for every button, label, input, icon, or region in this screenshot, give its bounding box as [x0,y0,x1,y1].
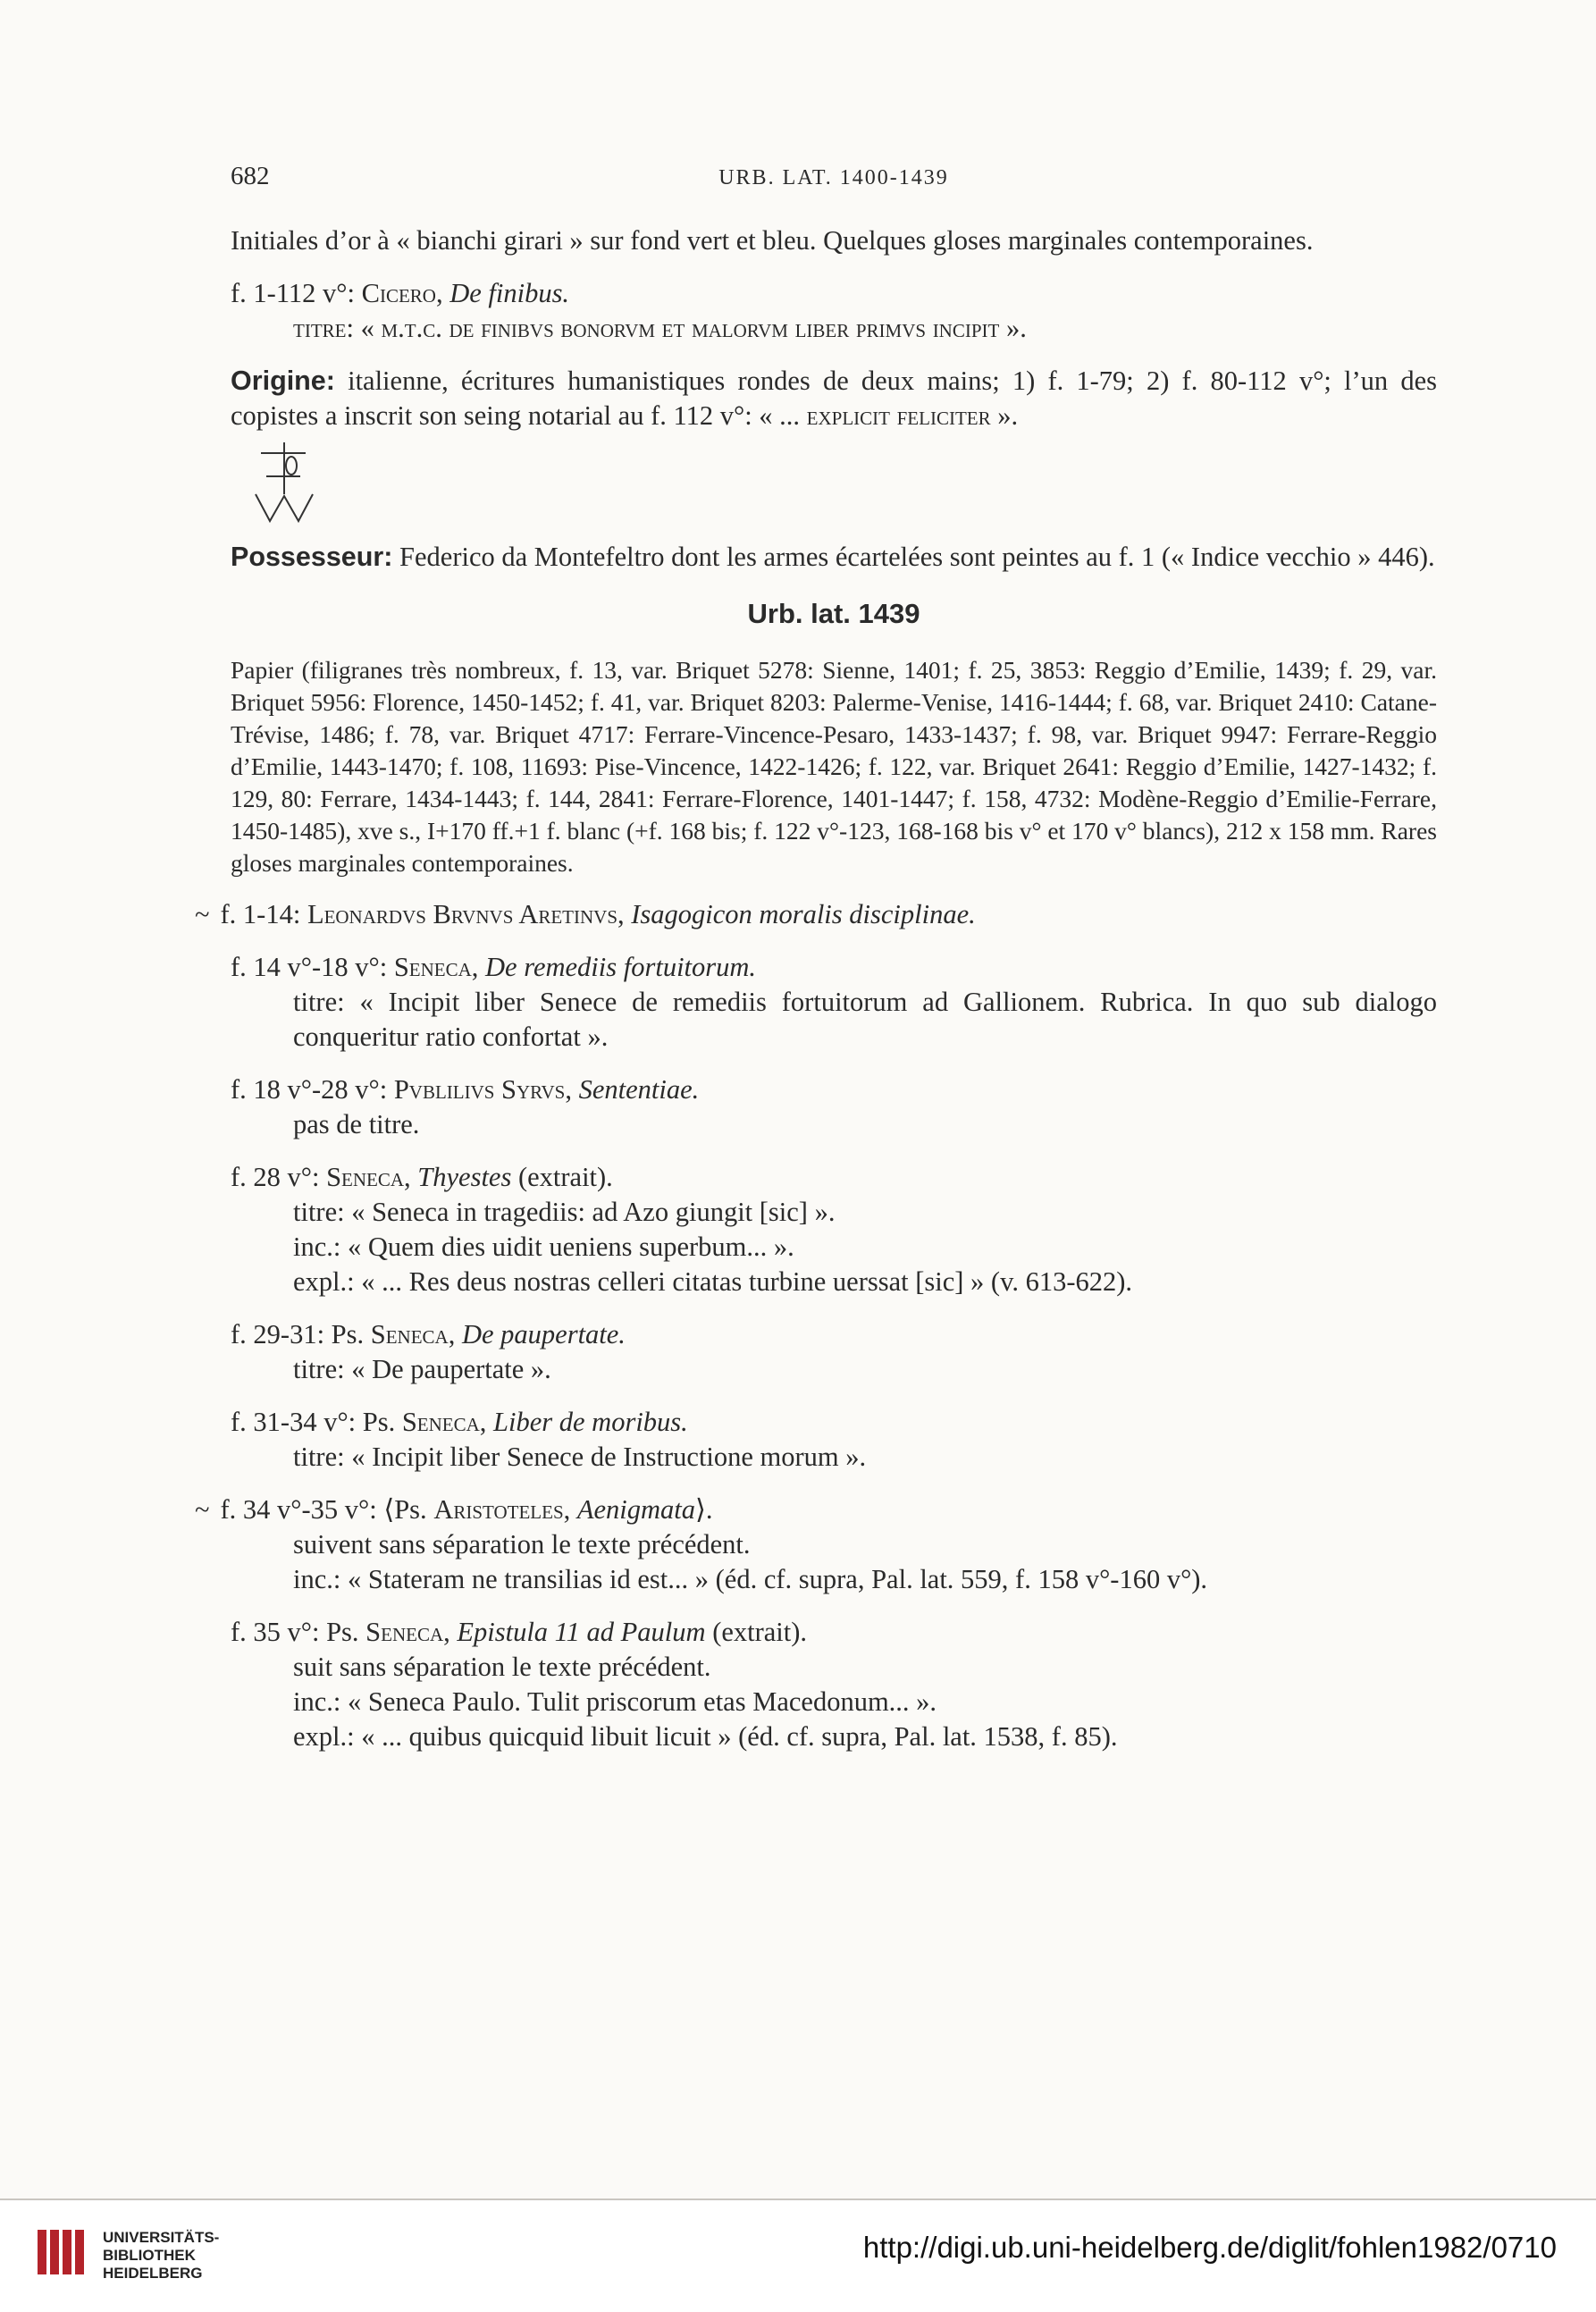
page-header [231,152,1437,197]
entry-title-line: titre: « m.t.c. de finibvs bonorvm et malorvm liber primvs incipit ». [293,313,1027,343]
entry-moribus: f. 31-34 v°: Ps. Seneca, Liber de moribus. titre: « Incipit liber Senece de Instructione morum ». [231,1407,867,1472]
entry-seneca-remediis: f. 14 v°-18 v°: Seneca, De remediis fortuitorum. titre: « Incipit liber Senece de remediis fortuitorum ad Gallionem. Rubrica. In quo sub dialogo conqueritur ratio confortat ». [231,952,1437,1052]
manuscript-title: Urb. lat. 1439 [747,598,920,629]
physical-description: Papier (filigranes très nombreux, f. 13, var. Briquet 5278: Sienne, 1401; f. 25, 3853: Reggio d’Emilie, 1439; f. 29, var. Briquet 5956: Florence, 1450-1452; f. 41, var. Briquet 8203: Palerme-Venise, 1416-1444; f. 68, var. Briquet 2410: Catane-Trévise, 1486; f. 78, var. Briquet 4717: Ferrare-Vincence-Pesaro, 1433-1437; f. 98, var. Briquet 9947: Ferrare-Reggio d’Emilie, 1443-1470; f. 108, 11693: Pise-Vincence, 1422-1426; f. 122, var. Briquet 2641: Reggio d’Emilie, 1427-1432; f. 129, 80: Ferrare, 1434-1443; f. 144, 2841: Ferrare-Florence, 1401-1447; f. 158, 4732: Modène-Reggio d’Emilie-Ferrare, 1450-1485), xve s., I+170 ff.+1 f. blanc (+f. 168 bis; f. 122 v°-123, 168-168 bis v° et 170 v° blancs), 212 x 158 mm. Rares gloses marginales contemporaines. [231,656,1437,877]
page-number: 682 [231,162,270,190]
entry-leonardus: ~ f. 1-14: Leonardvs Brvnvs Aretinvs, Isagogicon moralis disciplinae. [195,899,976,929]
page-content [195,152,1437,1772]
notarial-seal-icon [248,439,320,524]
entry-publilius: f. 18 v°-28 v°: Pvblilivs Syrvs, Sententiae. pas de titre. [231,1074,700,1139]
library-name: UNIVERSITÄTS- BIBLIOTHEK HEIDELBERG [103,2229,220,2282]
origine-section: Origine: italienne, écritures humanistiques rondes de deux mains; 1) f. 1-79; 2) f. 80-112 v°; l’un des copistes a inscrit son seing notarial au f. 112 v°: « ... explicit feliciter ». [231,364,1437,524]
decoration-note: Initiales d’or à « bianchi girari » sur fond vert et bleu. Quelques gloses marginales contemporaines. [231,225,1314,256]
entry-cicero: f. 1-112 v°: Cicero, De finibus. titre: « m.t.c. de finibvs bonorvm et malorvm liber primvs incipit ». [231,276,1437,346]
library-logo-icon [36,2223,89,2285]
entry-thyestes: f. 28 v°: Seneca, Thyestes (extrait). titre: « Seneca in tragediis: ad Azo giungit [sic] ». inc.: « Quem dies uidit ueniens superbum... ». expl.: « ... Res deus nostras celleri citatas turbine uerssat [sic] » (v. 613-622). [231,1162,1133,1297]
permalink-url[interactable]: http://digi.ub.uni-heidelberg.de/diglit/fohlen1982/0710 [862,2231,1557,2264]
entry-epistula: f. 35 v°: Ps. Seneca, Epistula 11 ad Paulum (extrait). suit sans séparation le texte précédent. inc.: « Seneca Paulo. Tulit priscorum etas Macedonum... ». expl.: « ... quibus quicquid libuit licuit » (éd. cf. supra, Pal. lat. 1538, f. 85). [231,1617,1118,1752]
possesseur-section: Possesseur: Federico da Montefeltro dont les armes écartelées sont peintes au f. 1 (« Indice vecchio » 446). [231,542,1435,572]
viewer-footer [0,2199,1596,2312]
entry-aenigmata: ~ f. 34 v°-35 v°: ⟨Ps. Aristoteles, Aenigmata⟩. suivent sans séparation le texte précédent. inc.: « Stateram ne transilias id est... » (éd. cf. supra, Pal. lat. 559, f. 158 v°-160 v°). [195,1494,1208,1594]
running-title: URB. LAT. 1400-1439 [718,166,949,189]
entry-paupertate: f. 29-31: Ps. Seneca, De paupertate. titre: « De paupertate ». [231,1319,626,1384]
